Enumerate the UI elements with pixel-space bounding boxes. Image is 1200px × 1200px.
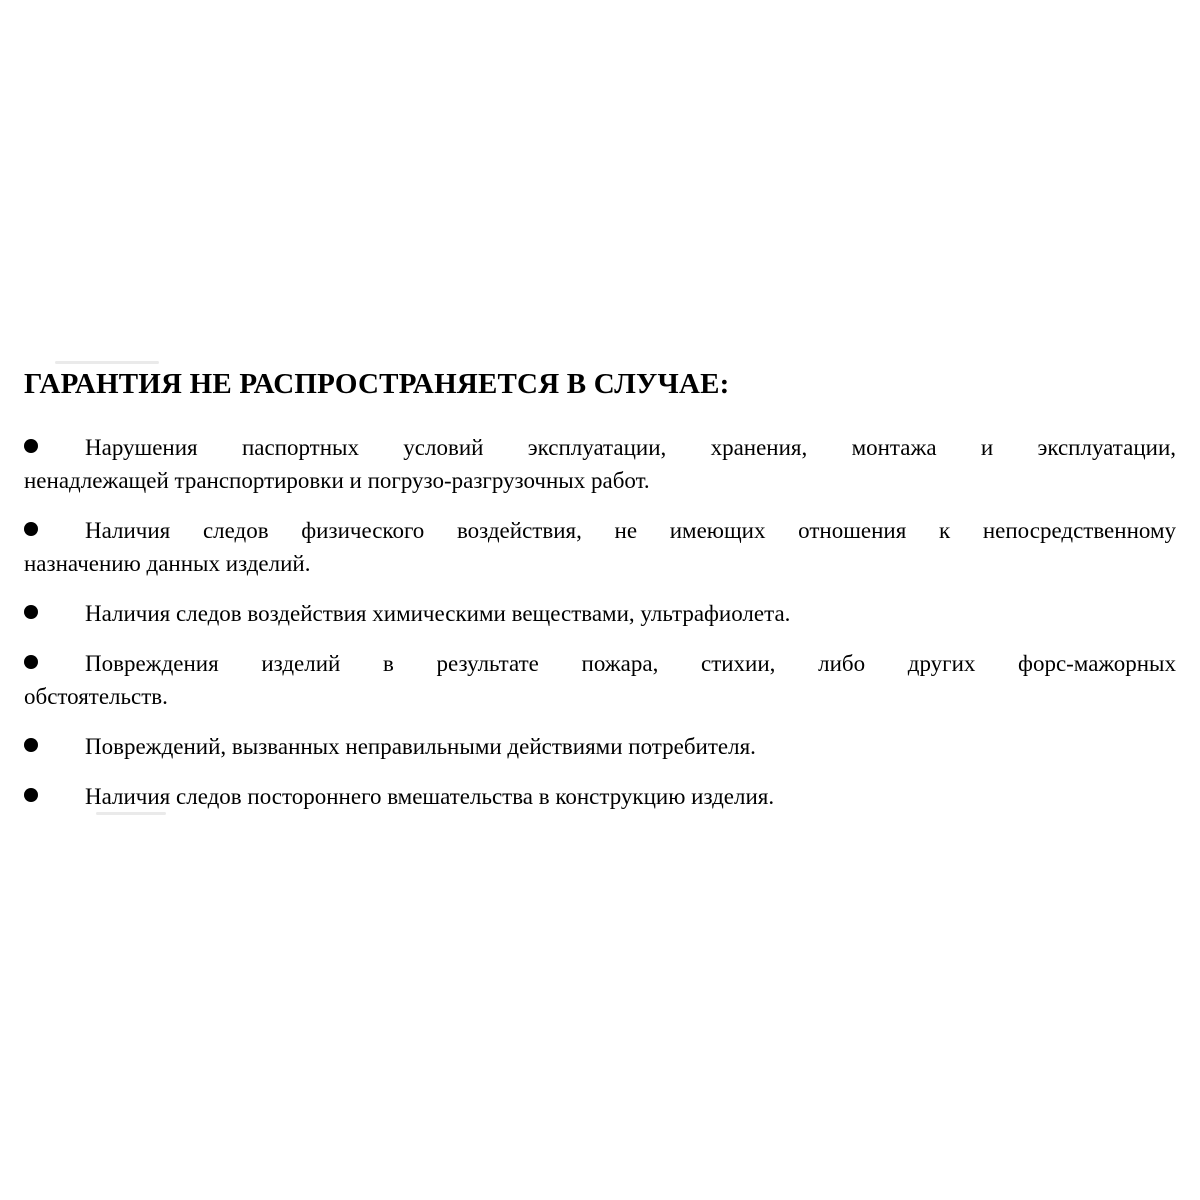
bullet-icon (24, 655, 38, 669)
bullet-line (24, 730, 1176, 763)
bullet-icon (24, 439, 38, 453)
bullet-item (24, 780, 1176, 813)
bullet-line: ненадлежащей транспортировки и погрузо-разгрузочных работ. (24, 468, 650, 493)
bullet-tab (24, 514, 85, 547)
section-heading: ГАРАНТИЯ НЕ РАСПРОСТРАНЯЕТСЯ В СЛУЧАЕ: (24, 368, 730, 400)
bullet-text: Наличия следов постороннего вмешательства в конструкцию изделия. (85, 784, 775, 809)
bullet-item (24, 647, 1176, 713)
bullet-text: Наличия следов воздействия химическими веществами, ультрафиолета. (85, 601, 791, 626)
bullet-line (24, 514, 1176, 547)
bullet-tab (24, 730, 85, 763)
bullet-text: Повреждения изделий в результате пожара, стихии, либо других форс-мажорных (85, 651, 1176, 676)
bullet-line (24, 597, 1176, 630)
bullet-item (24, 597, 1176, 630)
bullet-line (24, 780, 1176, 813)
bullet-line: назначению данных изделий. (24, 551, 311, 576)
bullet-line: обстоятельств. (24, 684, 168, 709)
bullet-tab (24, 647, 85, 680)
warranty-exclusions-section (24, 366, 1176, 830)
bullet-line (24, 431, 1176, 464)
cropped-text-remnant-bottom (96, 812, 166, 815)
bullet-icon (24, 605, 38, 619)
bullet-icon (24, 788, 38, 802)
bullet-text: Нарушения паспортных условий эксплуатации, хранения, монтажа и эксплуатации, (85, 435, 1176, 460)
bullet-icon (24, 522, 38, 536)
bullet-item (24, 514, 1176, 580)
bullet-tab (24, 780, 85, 813)
cropped-text-remnant-top (55, 361, 159, 364)
bullet-text: Повреждений, вызванных неправильными действиями потребителя. (85, 734, 756, 759)
bullet-tab (24, 597, 85, 630)
bullet-tab (24, 431, 85, 464)
bullet-line (24, 647, 1176, 680)
bullet-text: Наличия следов физического воздействия, не имеющих отношения к непосредственному (85, 518, 1176, 543)
bullet-item (24, 730, 1176, 763)
bullet-icon (24, 738, 38, 752)
bullet-item (24, 431, 1176, 497)
